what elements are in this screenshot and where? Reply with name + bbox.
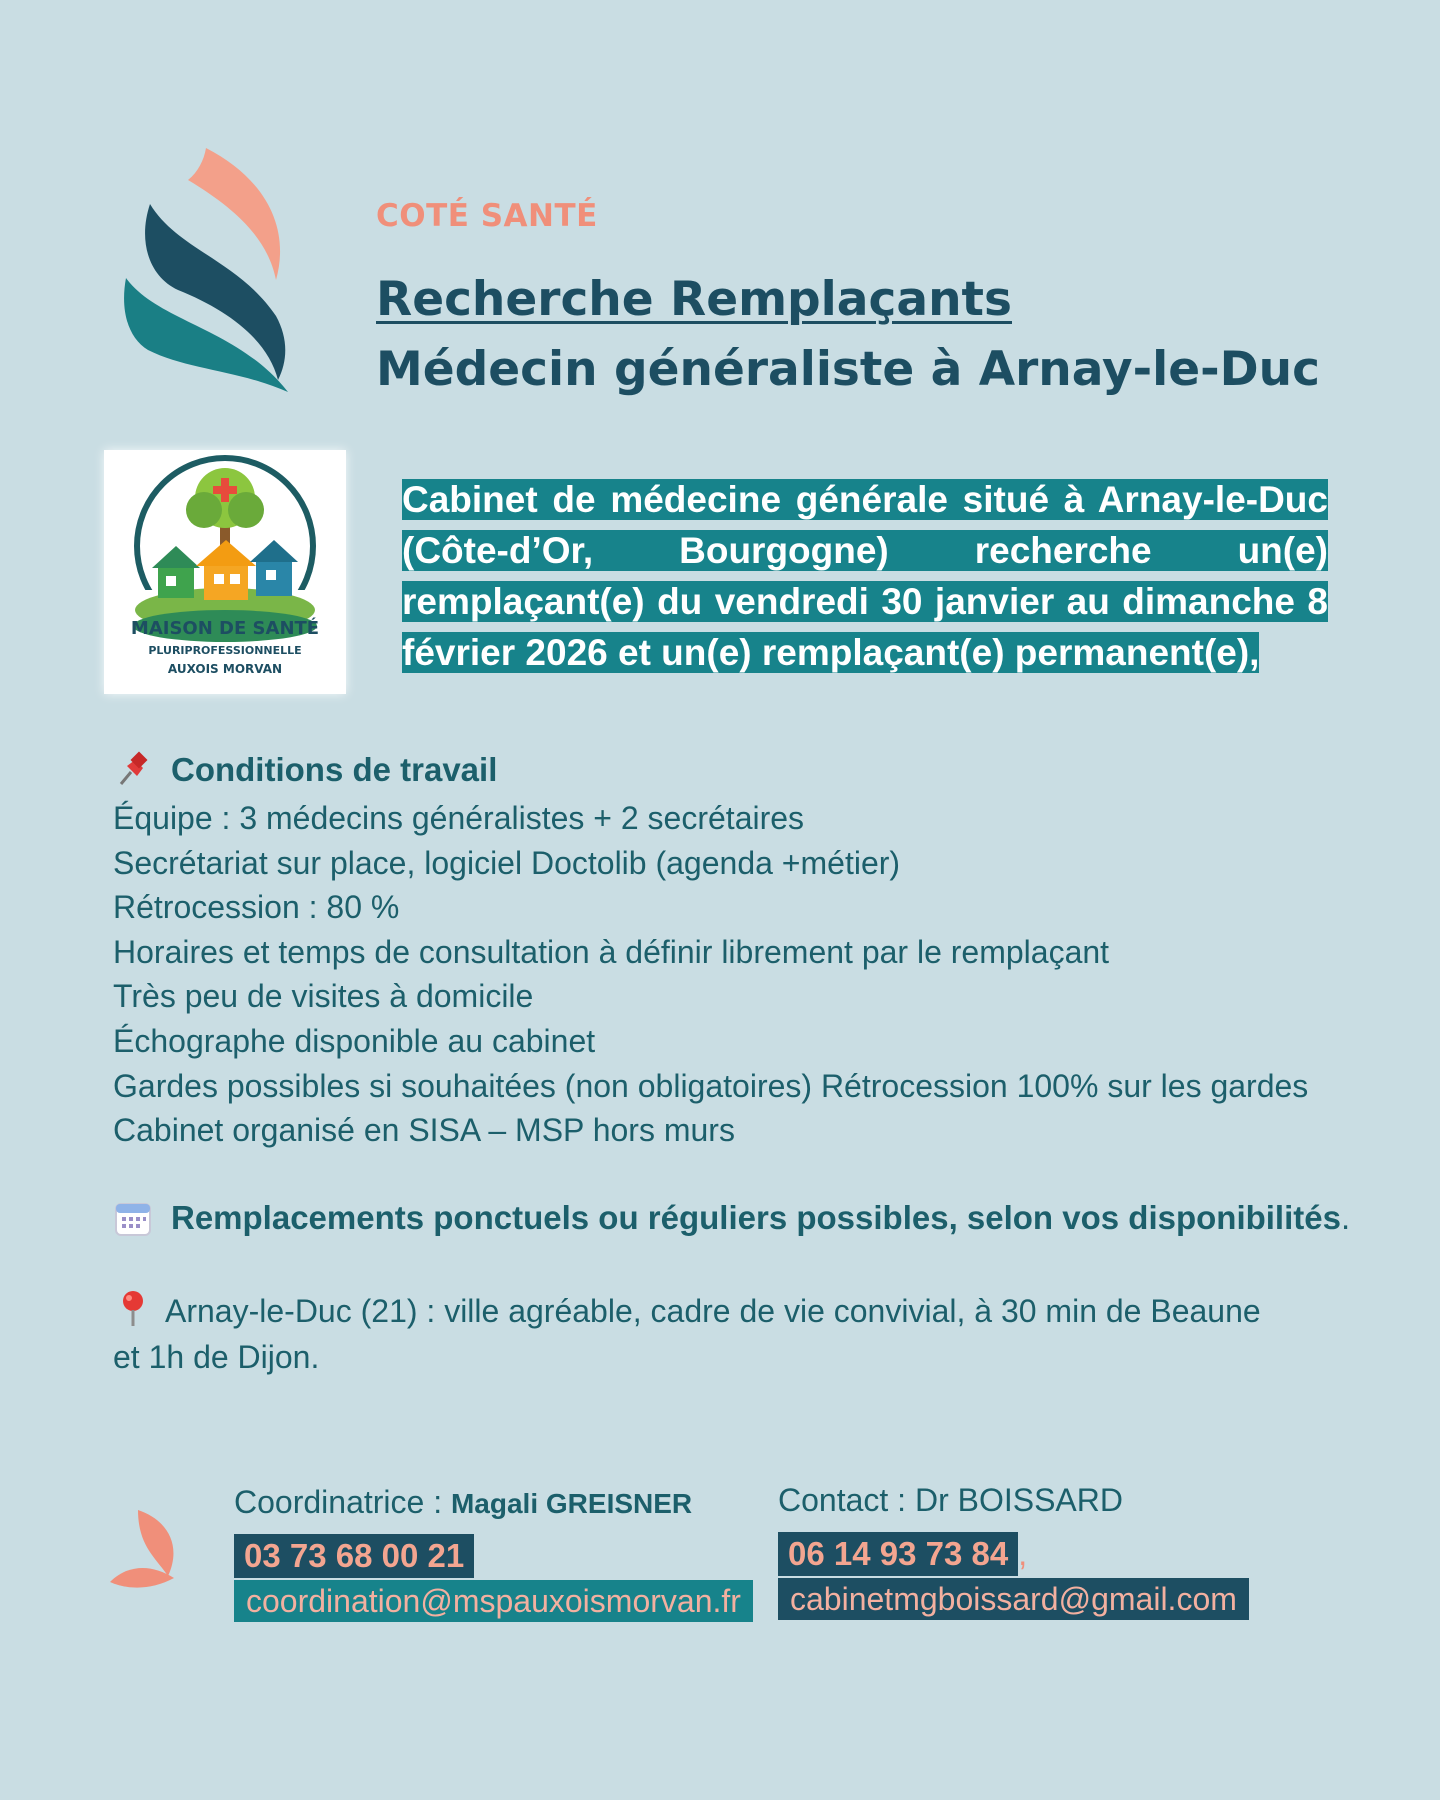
msp-logo-line3: AUXOIS MORVAN (167, 662, 283, 676)
location-pin-icon (113, 1288, 153, 1328)
contact-email-link[interactable]: cabinetmgboissard@gmail.com (778, 1578, 1249, 1620)
page-subtitle: Médecin généraliste à Arnay-le-Duc (376, 342, 1320, 397)
list-item: Secrétariat sur place, logiciel Doctolib (agenda +métier) (113, 844, 901, 881)
intro-paragraph (402, 474, 1328, 678)
contact-phone-comma: , (1018, 1536, 1028, 1572)
coordinatrice-label (234, 1484, 753, 1528)
page-title: Recherche Remplaçants (376, 272, 1012, 327)
remplacements-period: . (1340, 1199, 1351, 1236)
contact-label: Contact : Dr BOISSARD (778, 1482, 1123, 1518)
brand-name: COTÉ SANTÉ (376, 198, 598, 234)
remplacements-line (113, 1196, 1350, 1240)
house-tree-icon (104, 450, 346, 694)
conditions-heading (113, 748, 1343, 792)
cote-sante-logo-icon (118, 140, 338, 400)
msp-logo-line2: PLURIPROFESSIONNELLE (148, 644, 302, 657)
contact-block (778, 1482, 1249, 1620)
location-paragraph (113, 1288, 1293, 1380)
list-item: Horaires et temps de consultation à définir librement par le remplaçant (113, 933, 1110, 970)
list-item: Cabinet organisé en SISA – MSP hors murs (113, 1112, 735, 1149)
list-item: Gardes possibles si souhaitées (non obligatoires) Rétrocession 100% sur les gardes (113, 1067, 1309, 1104)
conditions-section (113, 748, 1343, 1153)
coordinatrice-email-link[interactable]: coordination@mspauxoismorvan.fr (234, 1580, 753, 1622)
coordinatrice-name: Magali GREISNER (450, 1488, 693, 1519)
coordinatrice-block (234, 1484, 753, 1622)
msp-auxois-morvan-logo (104, 450, 346, 694)
coordinatrice-phone-link[interactable]: 03 73 68 00 21 (234, 1534, 474, 1578)
remplacements-text: Remplacements ponctuels ou réguliers possibles, selon vos disponibilités (171, 1199, 1341, 1236)
conditions-list (113, 796, 1343, 1153)
conditions-title: Conditions de travail (171, 751, 498, 788)
pushpin-icon (113, 750, 153, 790)
location-text: Arnay-le-Duc (21) : ville agréable, cadre de vie convivial, à 30 min de Beaune et 1h de Dijon. (113, 1293, 1261, 1375)
coordinatrice-prefix: Coordinatrice : (234, 1484, 451, 1520)
msp-logo-line1: MAISON DE SANTÉ (130, 618, 320, 639)
intro-text: Cabinet de médecine générale situé à Arnay-le-Duc (Côte-d’Or, Bourgogne) recherche un(e) remplaçant(e) du vendredi 30 janvier au dimanche 8 février 2026 et un(e) remplaçant(e) permanent(e), (402, 479, 1328, 673)
list-item: Rétrocession : 80 % (113, 889, 400, 926)
list-item: Très peu de visites à domicile (113, 978, 534, 1015)
contact-phone-link[interactable]: 06 14 93 73 84 (778, 1532, 1018, 1576)
calendar-icon (113, 1198, 153, 1238)
leaf-icon (108, 1506, 184, 1590)
list-item: Équipe : 3 médecins généralistes + 2 secrétaires (113, 800, 805, 836)
list-item: Échographe disponible au cabinet (113, 1022, 596, 1059)
